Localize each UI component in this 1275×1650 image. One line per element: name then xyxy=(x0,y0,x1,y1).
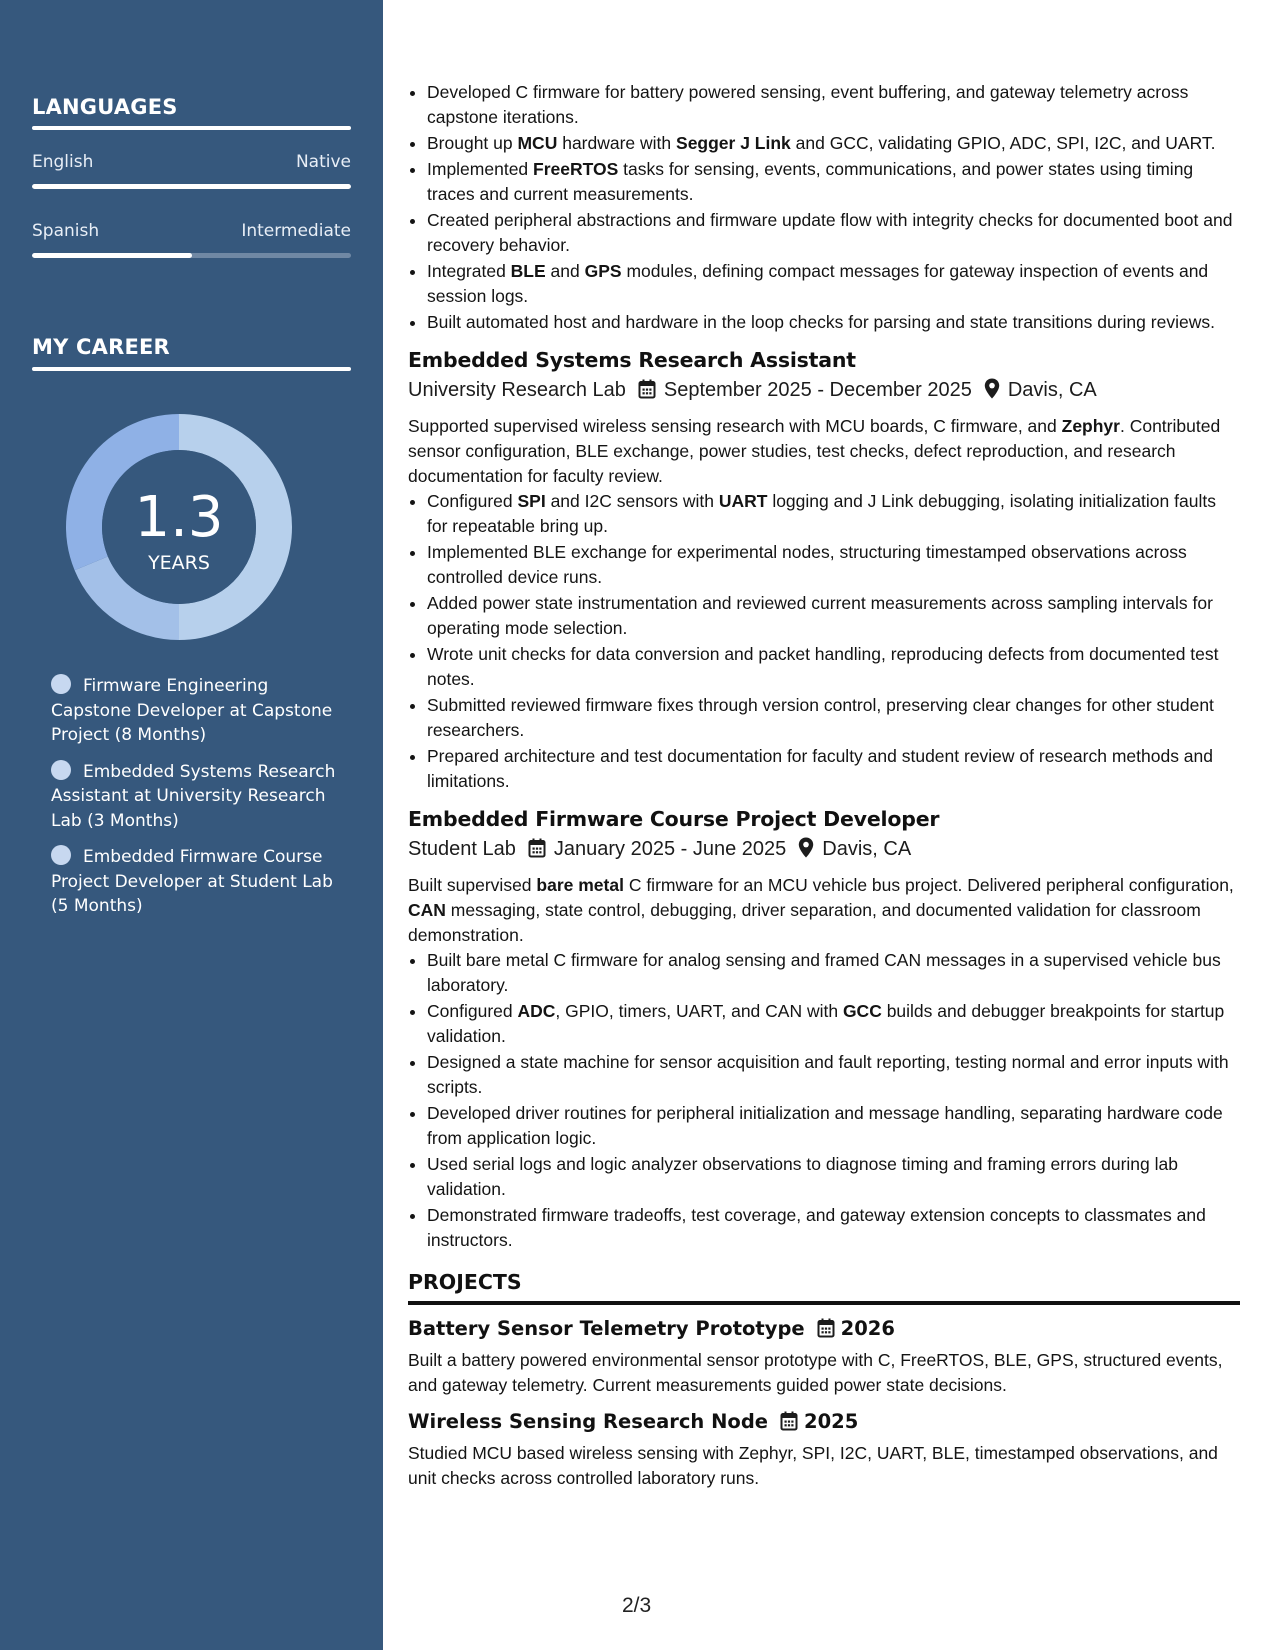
bullet-item: • Created peripheral abstractions and firmware update flow with integrity checks for documented boot and recovery behavior. xyxy=(427,208,1240,258)
project-title: Wireless Sensing Research Node xyxy=(408,1410,768,1433)
bullet-item: • Configured SPI and I2C sensors with UART logging and J Link debugging, isolating initialization faults for repeatable bring up. xyxy=(427,489,1240,539)
bullet-item: • Built bare metal C firmware for analog sensing and framed CAN messages in a supervised vehicle bus laboratory. xyxy=(427,948,1240,998)
career-total-unit: YEARS xyxy=(148,552,210,574)
bullet-item: • Wrote unit checks for data conversion and packet handling, reproducing defects from documented test notes. xyxy=(427,642,1240,692)
bullet-item: • Designed a state machine for sensor acquisition and fault reporting, testing normal and error inputs with scripts. xyxy=(427,1050,1240,1100)
career-heading-rule xyxy=(32,367,351,371)
job-dates: September 2025 - December 2025 xyxy=(663,379,972,401)
language-bar-fill xyxy=(32,253,192,258)
job-org: University Research Lab xyxy=(408,379,626,401)
career-item xyxy=(51,674,341,748)
job-meta xyxy=(408,834,1240,867)
career-heading: MY CAREER xyxy=(32,335,170,359)
career-item-text: Embedded Systems Research Assistant at University Research Lab (3 Months) xyxy=(51,761,336,831)
job-title: Embedded Firmware Course Project Developer xyxy=(408,807,940,831)
main-content xyxy=(408,80,1240,1491)
bullet-item: • Submitted reviewed firmware fixes through version control, preserving clear changes for other student researchers. xyxy=(427,693,1240,743)
projects-heading: PROJECTS xyxy=(408,1270,522,1294)
bullet-item: • Integrated BLE and GPS modules, defining compact messages for gateway inspection of events and session logs. xyxy=(427,259,1240,309)
job-summary: Built supervised bare metal C firmware for an MCU vehicle bus project. Delivered peripheral configuration, CAN messaging, state control, debugging, driver separation, and documented validation for classroom demonstration. xyxy=(408,875,1234,945)
bullet-item: • Brought up MCU hardware with Segger J Link and GCC, validating GPIO, ADC, SPI, I2C, and UART. xyxy=(427,131,1240,156)
job-summary: Supported supervised wireless sensing research with MCU boards, C firmware, and Zephyr. Contributed sensor configuration, BLE exchange, power studies, test checks, defect reproduction, and research documentation for faculty review. xyxy=(408,416,1221,486)
map-pin-icon xyxy=(984,378,1000,408)
career-item-text: Firmware Engineering Capstone Developer at Capstone Project (8 Months) xyxy=(51,676,333,745)
project-description: Studied MCU based wireless sensing with Zephyr, SPI, I2C, UART, BLE, timestamped observations, and unit checks across controlled laboratory runs. xyxy=(408,1443,1218,1488)
career-item xyxy=(51,845,341,919)
career-item-text: Embedded Firmware Course Project Developer at Student Lab (5 Months) xyxy=(51,847,333,916)
project-title-row xyxy=(408,1315,1240,1346)
career-item xyxy=(51,760,341,834)
language-name: Spanish xyxy=(32,221,100,241)
map-pin-icon xyxy=(798,837,814,867)
languages-heading-rule xyxy=(32,126,351,130)
bullet-item: • Developed C firmware for battery powered sensing, event buffering, and gateway telemetry across capstone iterations. xyxy=(427,80,1240,130)
job-course-project-developer xyxy=(408,805,1240,1253)
calendar-icon xyxy=(780,1411,798,1439)
project-year: 2026 xyxy=(840,1317,895,1340)
language-bar-english xyxy=(32,184,351,189)
job-location: Davis, CA xyxy=(822,838,912,860)
language-level: Native xyxy=(295,152,351,172)
job-bullet-list xyxy=(408,489,1240,794)
career-dot-icon xyxy=(51,674,71,694)
bullet-item: • Built automated host and hardware in the loop checks for parsing and state transitions during reviews. xyxy=(427,310,1240,335)
calendar-icon xyxy=(528,837,546,867)
language-bar-fill xyxy=(32,184,351,189)
bullet-item: • Implemented FreeRTOS tasks for sensing, events, communications, and power states using timing traces and current measurements. xyxy=(427,157,1240,207)
project-title: Battery Sensor Telemetry Prototype xyxy=(408,1317,805,1340)
career-total-value: 1.3 xyxy=(134,485,224,550)
project-title-row xyxy=(408,1408,1240,1439)
bullet-item: • Configured ADC, GPIO, timers, UART, and CAN with GCC builds and debugger breakpoints for startup validation. xyxy=(427,999,1240,1049)
bullet-item: • Prepared architecture and test documentation for faculty and student review of research methods and limitations. xyxy=(427,744,1240,794)
calendar-icon xyxy=(638,378,656,408)
job-dates: January 2025 - June 2025 xyxy=(553,838,787,860)
job-org: Student Lab xyxy=(408,838,516,860)
bullet-item: • Added power state instrumentation and reviewed current measurements across sampling intervals for operating mode selection. xyxy=(427,591,1240,641)
language-level: Intermediate xyxy=(241,221,351,241)
career-dot-icon xyxy=(51,845,71,865)
project-year: 2025 xyxy=(804,1410,859,1433)
capstone-bullet-list xyxy=(408,80,1240,335)
language-name: English xyxy=(32,152,94,172)
calendar-icon xyxy=(817,1318,835,1346)
job-bullet-list xyxy=(408,948,1240,1253)
project-description: Built a battery powered environmental sensor prototype with C, FreeRTOS, BLE, GPS, structured events, and gateway telemetry. Current measurements guided power state decisions. xyxy=(408,1350,1223,1395)
job-title: Embedded Systems Research Assistant xyxy=(408,348,856,372)
languages-heading: LANGUAGES xyxy=(32,95,178,119)
sidebar xyxy=(0,0,383,1650)
job-research-assistant xyxy=(408,346,1240,794)
bullet-item: • Developed driver routines for peripheral initialization and message handling, separating hardware code from application logic. xyxy=(427,1101,1240,1151)
career-list xyxy=(51,674,341,931)
career-dot-icon xyxy=(51,760,71,780)
bullet-item: • Implemented BLE exchange for experimental nodes, structuring timestamped observations across controlled device runs. xyxy=(427,540,1240,590)
job-meta xyxy=(408,375,1240,408)
career-donut-chart xyxy=(66,414,292,640)
bullet-item: • Demonstrated firmware tradeoffs, test coverage, and gateway extension concepts to classmates and instructors. xyxy=(427,1203,1240,1253)
page-number: 2/3 xyxy=(622,1594,652,1617)
job-location: Davis, CA xyxy=(1007,379,1097,401)
language-bar-spanish xyxy=(32,253,351,258)
projects-section xyxy=(408,1267,1240,1491)
bullet-item: • Used serial logs and logic analyzer observations to diagnose timing and framing errors during lab validation. xyxy=(427,1152,1240,1202)
projects-heading-rule xyxy=(408,1301,1240,1305)
